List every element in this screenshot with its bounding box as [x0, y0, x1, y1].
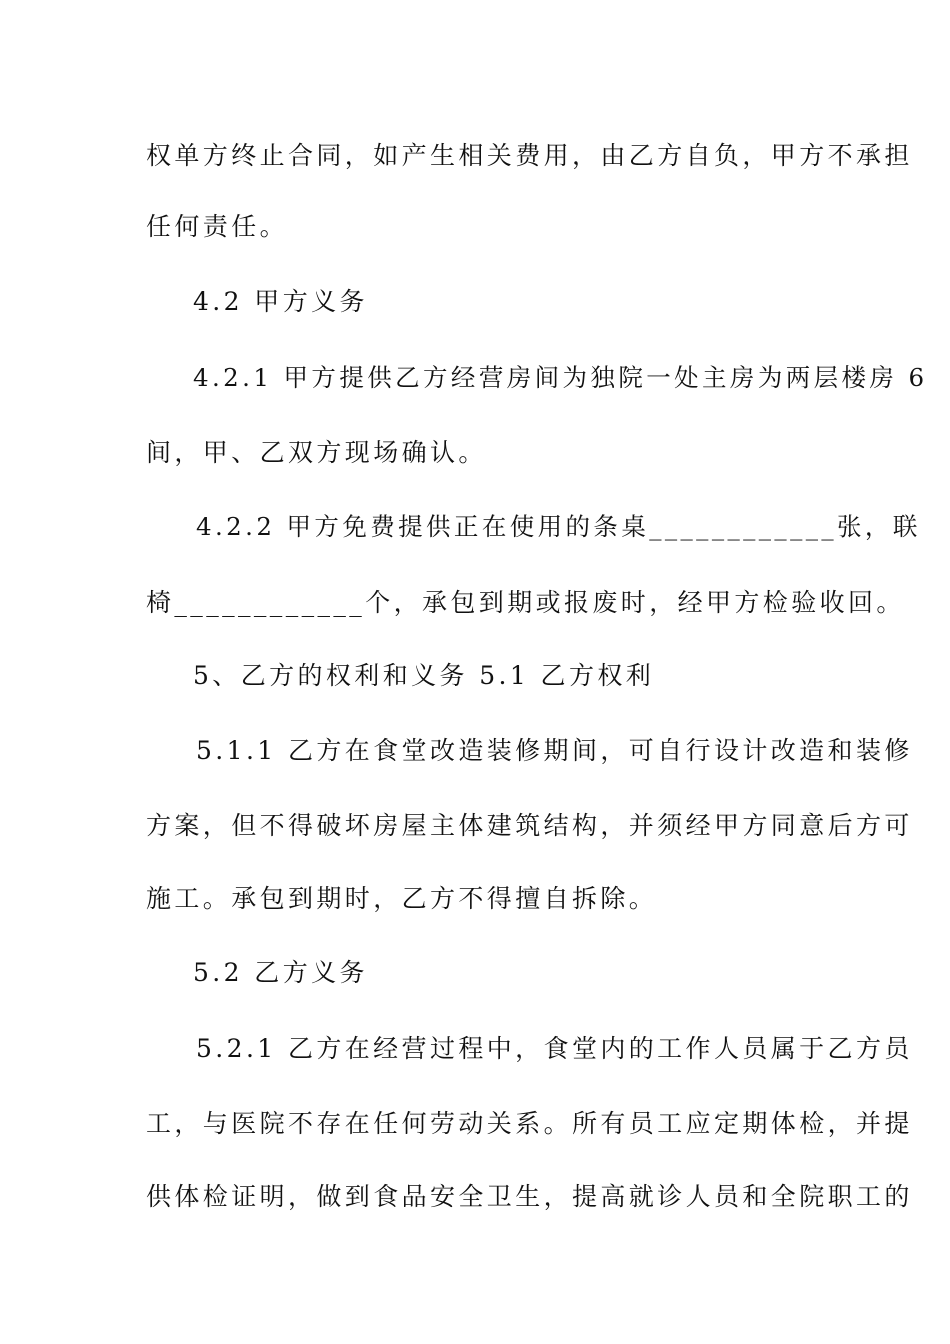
text-line: 4.2.2 甲方免费提供正在使用的条桌____________张，联: [196, 512, 921, 541]
text-line: 任何责任。: [146, 212, 289, 241]
text-line: 工，与医院不存在任何劳动关系。所有员工应定期体检，并提: [146, 1109, 913, 1138]
section-heading: 5.2 乙方义务: [193, 958, 368, 987]
text-line: 权单方终止合同，如产生相关费用，由乙方自负，甲方不承担: [146, 141, 913, 170]
text-line: 施工。承包到期时，乙方不得擅自拆除。: [146, 884, 658, 913]
text-line: 5.2.1 乙方在经营过程中，食堂内的工作人员属于乙方员: [196, 1034, 913, 1063]
text-line: 供体检证明，做到食品安全卫生，提高就诊人员和全院职工的: [146, 1182, 913, 1211]
text-line: 5.1.1 乙方在食堂改造装修期间，可自行设计改造和装修: [196, 736, 913, 765]
section-heading: 4.2 甲方义务: [193, 287, 368, 316]
section-heading: 5、乙方的权利和义务 5.1 乙方权利: [193, 661, 655, 690]
text-line: 方案，但不得破坏房屋主体建筑结构，并须经甲方同意后方可: [146, 811, 913, 840]
text-line: 椅____________个，承包到期或报废时，经甲方检验收回。: [146, 588, 905, 617]
text-line: 4.2.1 甲方提供乙方经营房间为独院一处主房为两层楼房 6: [193, 363, 928, 392]
text-line: 间，甲、乙双方现场确认。: [146, 438, 487, 467]
